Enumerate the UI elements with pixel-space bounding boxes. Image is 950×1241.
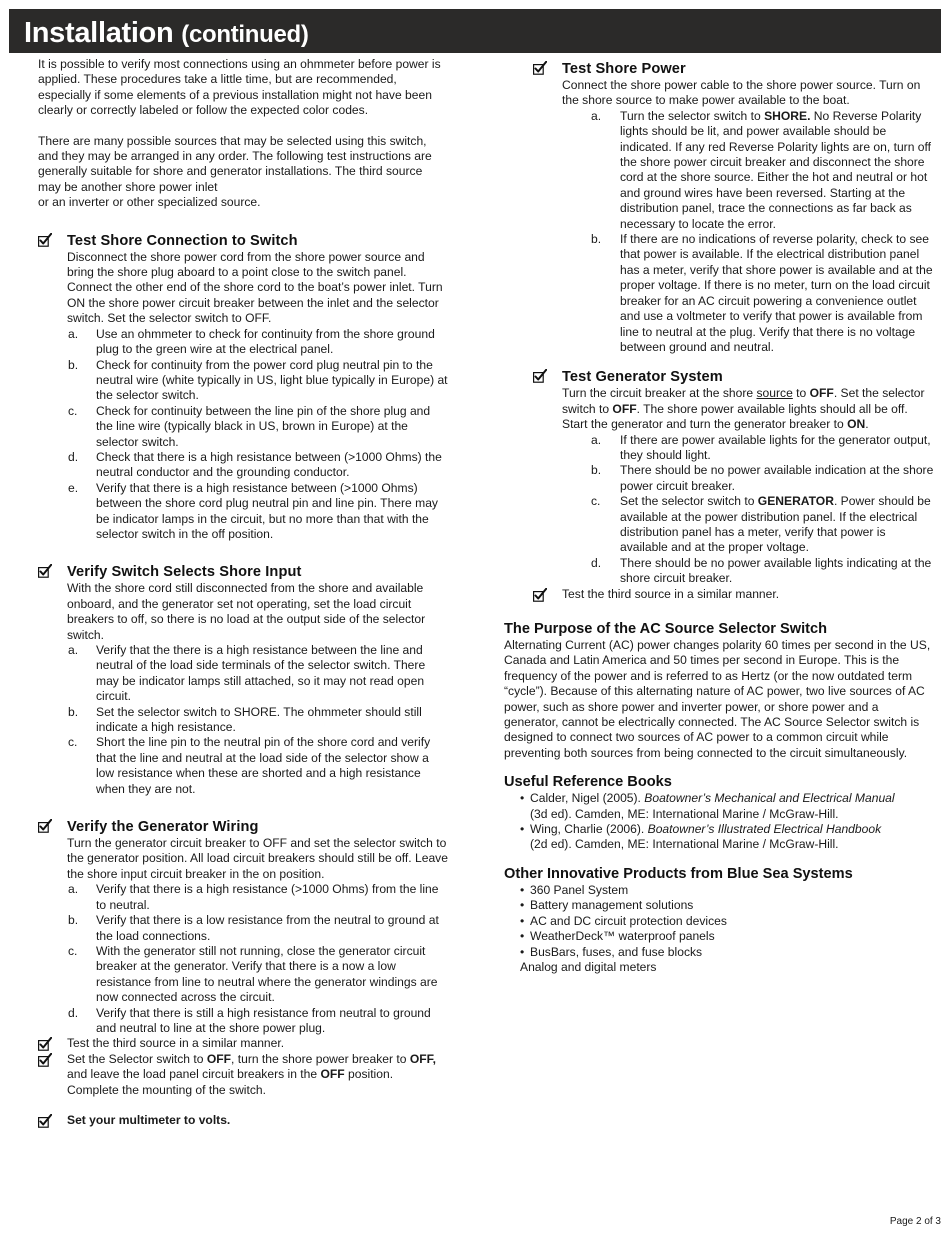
references-heading: Useful Reference Books	[504, 774, 672, 791]
text-run: (3d ed). Camden, ME: International Marine / McGraw-Hill.	[530, 806, 839, 821]
list-item	[38, 450, 448, 481]
checkbox-check-icon	[38, 1114, 52, 1128]
list-item-text: If there are power available lights for the generator output, they should light.	[620, 432, 931, 462]
text-bold: OFF	[206, 1051, 232, 1066]
list-item-text: Short the line pin to the neutral pin of the shore cord and verify that the line and neutral at the load side of the selector show a low resistance when these are shorted and a high resistance when they are not.	[96, 735, 431, 796]
page-header-bar	[9, 9, 941, 53]
list-marker: a.	[68, 326, 79, 341]
checklist-item-text: Test the third source in a similar manner.	[67, 1036, 285, 1051]
text-run: . Power should be available at the power distribution panel. If the electrical distribution panel has a meter, verify that power is available and at the proper voltage.	[620, 494, 931, 555]
list-item	[38, 913, 448, 944]
checklist-item-multimeter	[38, 1113, 448, 1128]
list-marker: a.	[68, 882, 79, 897]
list-item-text: Check for continuity between the line pin of the shore plug and the line wire (typically black in US, brown in Europe) at the selector switch.	[96, 403, 431, 449]
text-run: No Reverse Polarity lights should be lit, and power available should be indicated. If any red Reverse Polarity lights are on, turn off the shore power circuit breaker and disconnect the shore cord at the shore source. Either the hot and neutral or hot and ground wires have been reversed. Starting at the distribution panel, trace the connections as far back as necessary to locate the error.	[620, 108, 932, 231]
checkbox-check-icon	[533, 588, 547, 602]
checklist-item-set-selector-off	[38, 1052, 448, 1098]
list-item	[38, 358, 448, 404]
list-marker: b.	[68, 357, 79, 372]
list-marker: e.	[68, 480, 79, 495]
list-item-text: Verify that there is a high resistance (>1000 Ohms) from the line to neutral.	[96, 882, 439, 912]
section-title: Test Shore Connection to Switch	[67, 232, 298, 249]
list-item: • 360 Panel System	[520, 883, 936, 898]
section-verify-shore-input	[38, 563, 448, 797]
list-marker: a.	[591, 108, 602, 123]
list-item	[38, 643, 448, 705]
text-bold: SHORE.	[764, 108, 811, 123]
checkbox-check-icon	[38, 1037, 52, 1051]
text-run: Calder, Nigel (2005).	[530, 791, 645, 806]
section-verify-generator-wiring	[38, 818, 448, 1128]
list-item-text: With the generator still not running, close the generator circuit breaker at the generator. Verify that there is a now a low resistance from line to neutral where the generator windings are now connected across the circuit.	[96, 943, 438, 1005]
list-item-text: Use an ohmmeter to check for continuity from the shore ground plug to the green wire at the electrical panel.	[96, 326, 435, 357]
list-item-text: There should be no power available lights indicating at the shore circuit breaker.	[620, 555, 932, 586]
section-title: Test Shore Power	[562, 61, 686, 77]
checklist-item-third-source	[504, 587, 936, 602]
list-item-text: Set the selector switch to SHORE. The ohmmeter should still indicate a high resistance.	[96, 704, 422, 735]
list-item-text: Verify that there is still a high resistance from neutral to ground and neutral to line at the shore power plug.	[96, 1005, 431, 1035]
list-item-text: Verify that there is a high resistance between (>1000 Ohms) between the shore cord plug neutral pin and line pin. There may be indicator lamps in the circuit, but no more than that with the selector switch in the off position.	[96, 480, 438, 541]
intro-paragraph-2-main: There are many possible sources that may be selected using this switch, and they may be arranged in any order. The following test instructions are generally suitable for shore and generator installations. The third source may be another shore power inlet	[38, 133, 432, 194]
text-run: to	[792, 386, 810, 401]
section-test-shore-connection	[38, 232, 448, 543]
book-title: Boatowner’s Illustrated Electrical Handbook	[647, 822, 882, 837]
list-item: Analog and digital meters	[520, 959, 657, 974]
list-marker: b.	[68, 704, 79, 719]
list-item-text: If there are no indications of reverse polarity, check to see that power is available. If the electrical distribution panel has a meter, verify that shore power is available and at the proper voltage. If there is no meter, turn on the load circuit breaker for an AC circuit powering a convenience outlet and use a voltmeter to verify that power is available from line to neutral at the plug. Verify that there is no voltage between ground and neutral.	[620, 232, 933, 354]
list-item: • BusBars, fuses, and fuse blocks	[520, 945, 936, 960]
left-column	[38, 57, 448, 1128]
step-list	[533, 433, 936, 587]
step-list	[38, 643, 448, 797]
list-item	[520, 791, 936, 822]
list-item	[38, 944, 448, 1006]
text-bold: GENERATOR	[757, 494, 834, 509]
checkbox-check-icon	[533, 61, 547, 75]
list-item: • Battery management solutions	[520, 898, 936, 913]
section-title: Test Generator System	[562, 369, 723, 386]
list-item	[38, 327, 448, 358]
section-title: Verify Switch Selects Shore Input	[67, 564, 302, 581]
text-bold: ON	[847, 417, 866, 432]
section-title: Verify the Generator Wiring	[67, 819, 259, 836]
text-run: position. Complete the mounting of the switch.	[67, 1067, 394, 1097]
text-bold: OFF	[612, 401, 637, 416]
list-item: • WeatherDeck™ waterproof panels	[520, 929, 936, 944]
list-marker: b.	[591, 232, 602, 247]
list-marker: c.	[68, 403, 78, 418]
intro-paragraph-2-tail: or an inverter or other specialized source.	[38, 195, 261, 210]
right-column	[504, 60, 936, 975]
page-number: Page 2 of 3	[889, 1215, 941, 1227]
text-run: Set the selector switch to	[620, 494, 758, 509]
list-item	[533, 494, 936, 556]
list-item	[38, 882, 448, 913]
step-list	[38, 327, 448, 543]
references-list	[504, 791, 936, 853]
list-marker: b.	[591, 463, 602, 478]
list-item	[38, 404, 448, 450]
text-run: , turn the shore power breaker to	[231, 1051, 410, 1066]
section-test-generator-system	[504, 368, 936, 602]
text-bold: OFF	[809, 386, 834, 401]
list-item	[38, 735, 448, 797]
checkbox-check-icon	[38, 1053, 52, 1067]
step-list	[533, 109, 936, 356]
text-run: .	[865, 417, 869, 432]
list-marker: c.	[68, 943, 78, 958]
purpose-body: Alternating Current (AC) power changes polarity 60 times per second in the US, Canada and Latin America and 50 times per second in Europe. This is the frequency of the power and is referred to as Hertz (or the now outdated term “cycle”). Because of this alternating nature of AC power, two live sources of AC power, such as shore power and inverter power, or shore power and a generator, cannot be electrically connected. The AC Source Selector switch is designed to connect two sources of AC power to a common circuit while preventing both sources from being connected to the circuit simultaneously.	[504, 638, 931, 760]
text-run: . The shore power available lights should all be off. Start the generator and turn the generator breaker to	[562, 401, 908, 432]
list-item	[38, 705, 448, 736]
list-item	[38, 1006, 448, 1037]
list-marker: a.	[68, 643, 79, 657]
page-title	[24, 17, 309, 51]
section-body: With the shore cord still disconnected from the shore and available onboard, and the generator set not operating, set the load circuit breakers to off, so there is no load at the output side of the selector switch.	[67, 581, 426, 642]
text-run: Turn the circuit breaker at the shore	[562, 386, 757, 401]
list-item-text: Verify that there is a low resistance from the neutral to ground at the load connections.	[96, 913, 439, 943]
checkbox-check-icon	[38, 233, 52, 247]
list-item-text: There should be no power available indication at the shore power circuit breaker.	[620, 463, 934, 493]
text-run: Set the Selector switch to	[67, 1051, 207, 1066]
intro-paragraph-1: It is possible to verify most connections using an ohmmeter before power is applied. These procedures take a little time, but are recommended, especially if some elements of a previous installation might not have been clearly or correctly labeled or follow the expected color codes.	[38, 57, 441, 118]
list-item	[533, 232, 936, 355]
text-run: and leave the load panel circuit breakers in the	[67, 1067, 321, 1082]
list-item-text: Check that there is a high resistance between (>1000 Ohms) the neutral conductor and the grounding conductor.	[96, 449, 442, 480]
list-marker: c.	[68, 735, 78, 750]
checkbox-check-icon	[38, 819, 52, 833]
checklist-item-text: Test the third source in a similar manner.	[562, 586, 780, 601]
list-marker: d.	[591, 555, 602, 570]
list-marker: d.	[68, 1005, 79, 1020]
list-item	[38, 481, 448, 543]
text-underline: source	[756, 386, 793, 401]
list-item	[520, 822, 936, 853]
text-run: . Set the selector switch to	[562, 386, 925, 416]
checkbox-check-icon	[38, 564, 52, 578]
list-marker: b.	[68, 913, 79, 928]
text-bold: OFF	[320, 1067, 345, 1082]
book-title: Boatowner’s Mechanical and Electrical Manual	[644, 791, 895, 806]
title-sub: (continued)	[181, 21, 309, 48]
text-run: (2d ed). Camden, ME: International Marine / McGraw-Hill.	[530, 837, 839, 852]
list-marker: c.	[591, 494, 601, 509]
list-item	[533, 433, 936, 464]
step-list	[38, 882, 448, 1036]
checklist-item-text: Set your multimeter to volts.	[67, 1112, 231, 1127]
text-run: Turn the selector switch to	[620, 108, 765, 123]
text-bold: OFF,	[409, 1051, 437, 1066]
section-body	[562, 386, 936, 432]
section-body: Connect the shore power cable to the shore power source. Turn on the shore source to make power available to the boat.	[562, 78, 921, 108]
list-marker: d.	[68, 449, 79, 464]
text-run: Wing, Charlie (2006).	[530, 822, 648, 837]
list-item	[533, 463, 936, 494]
section-body: Turn the generator circuit breaker to OFF and set the selector switch to the generator position. All load circuit breakers should still be off. Leave the shore input circuit breaker in the on position.	[67, 836, 448, 881]
products-heading: Other Innovative Products from Blue Sea Systems	[504, 865, 853, 882]
list-item	[533, 556, 936, 587]
checkbox-check-icon	[533, 369, 547, 383]
list-item	[533, 109, 936, 232]
list-marker: a.	[591, 432, 602, 447]
title-main: Installation	[24, 17, 174, 49]
products-list	[504, 883, 936, 975]
list-item: • AC and DC circuit protection devices	[520, 914, 936, 929]
purpose-heading: The Purpose of the AC Source Selector Switch	[504, 621, 828, 637]
intro-paragraph-2	[38, 134, 448, 211]
list-item-text: Check for continuity from the power cord plug neutral pin to the neutral wire (white typically in US, light blue typically in Europe) at the selector switch.	[96, 357, 448, 403]
checklist-item-third-source	[38, 1036, 448, 1051]
list-item-text: Verify that the there is a high resistance between the line and neutral of the load side terminals of the selector switch. There may be indicator lamps still attached, so it may not read open circuit.	[96, 643, 426, 704]
section-body: Disconnect the shore power cord from the shore power source and bring the shore plug aboard to a point close to the switch panel. Connect the other end of the shore cord to the boat’s power inlet. Turn ON the shore power circuit breaker between the inlet and the selector switch. Set the selector switch to OFF.	[67, 249, 443, 326]
section-test-shore-power	[504, 60, 936, 355]
